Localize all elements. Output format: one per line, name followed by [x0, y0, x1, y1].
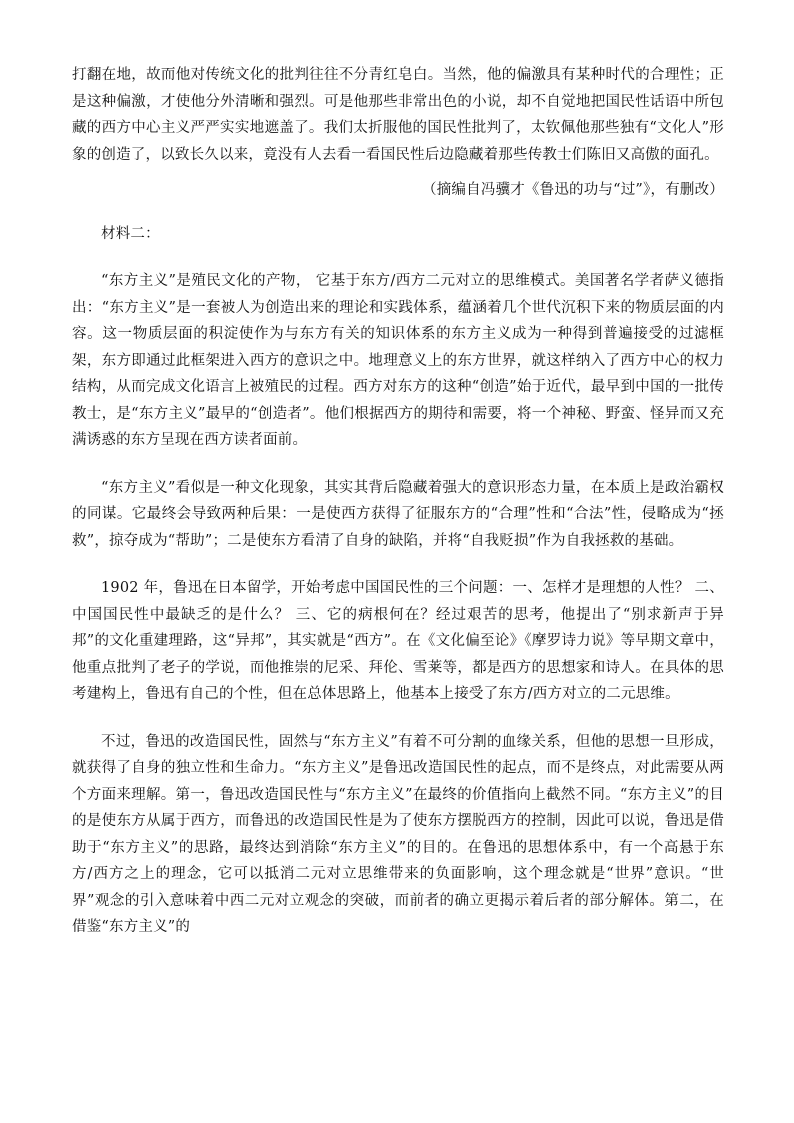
document-page: [72, 62, 724, 941]
intro-paragraph: 打翻在地，故而他对传统文化的批判往往不分青红皂白。当然，他的偏激具有某种时代的合理性；正是这种偏激，才使他分外清晰和强烈。可是他那些非常出色的小说，却不自觉地把国民性话语中所包藏的西方中心主义严严实实地遮盖了。我们太折服他的国民性批判了，太钦佩他那些独有“文化人”形象的创造了，以致长久以来，竟没有人去看一看国民性后边隐藏着那些传教士们陈旧又高傲的面孔。: [72, 67, 724, 163]
body-paragraph-2: “东方主义”看似是一种文化现象，其实其背后隐藏着强大的意识形态力量，在本质上是政治霸权的同谋。它最终会导致两种后果：一是使西方获得了征服东方的“合理”性和“合法”性，侵略成为“拯救”，掠夺成为“帮助”；二是使东方看清了自身的缺陷，并将“自我贬损”作为自我拯救的基础。: [72, 479, 724, 549]
body-paragraph-4: 不过，鲁迅的改造国民性，固然与“东方主义”有着不可分割的血缘关系，但他的思想一旦形成，就获得了自身的独立性和生命力。“东方主义”是鲁迅改造国民性的起点，而不是终点，对此需要从两个方面来理解。第一，鲁迅改造国民性与“东方主义”在最终的价值指向上截然不同。“东方主义”的目的是使东方从属于西方，而鲁迅的改造国民性是为了使东方摆脱西方的控制，因此可以说，鲁迅是借助于“东方主义”的思路，最终达到消除“东方主义”的目的。在鲁迅的思想体系中，有一个高悬于东方/西方之上的理念，它可以抵消二元对立思维带来的负面影响，这个理念就是“世界”意识。“世界”观念的引入意味着中西二元对立观念的突破，而前者的确立更揭示着后者的部分解体。第二，在借鉴“东方主义”的: [72, 733, 724, 935]
material-two-heading: 材料二：: [101, 225, 160, 242]
body-paragraph-3: 1902 年，鲁迅在日本留学，开始考虑中国国民性的三个问题：一、怎样才是理想的人性？ 二、中国国民性中最缺乏的是什么？ 三、它的病根何在？经过艰苦的思考，他提出了“别求新声于异邦”的文化重建理路，这“异邦”，其实就是“西方”。在《文化偏至论》《摩罗诗力说》等早期文章中，他重点批判了老子的学说，而他推崇的尼采、拜伦、雪莱等，都是西方的思想家和诗人。在具体的思考建构上，鲁迅有自己的个性，但在总体思路上，他基本上接受了东方/西方对立的二元思维。: [72, 580, 724, 702]
source-citation: （摘编自冯骥才《鲁迅的功与“过”》，有删改）: [422, 182, 724, 198]
body-paragraph-1: “东方主义”是殖民文化的产物， 它基于东方/西方二元对立的思维模式。美国著名学者萨义德指出：“东方主义”是一套被人为创造出来的理论和实践体系，蕴涵着几个世代沉积下来的物质层面的内容。这一物质层面的积淀使作为与东方有关的知识体系的东方主义成为一种得到普遍接受的过滤框架，东方即通过此框架进入西方的意识之中。地理意义上的东方世界，就这样纳入了西方中心的权力结构，从而完成文化语言上被殖民的过程。西方对东方的这种“创造”始于近代，最早到中国的一批传教士，是“东方主义”最早的“创造者”。他们根据西方的期待和需要，将一个神秘、野蛮、怪异而又充满诱惑的东方呈现在西方读者面前。: [72, 273, 724, 448]
